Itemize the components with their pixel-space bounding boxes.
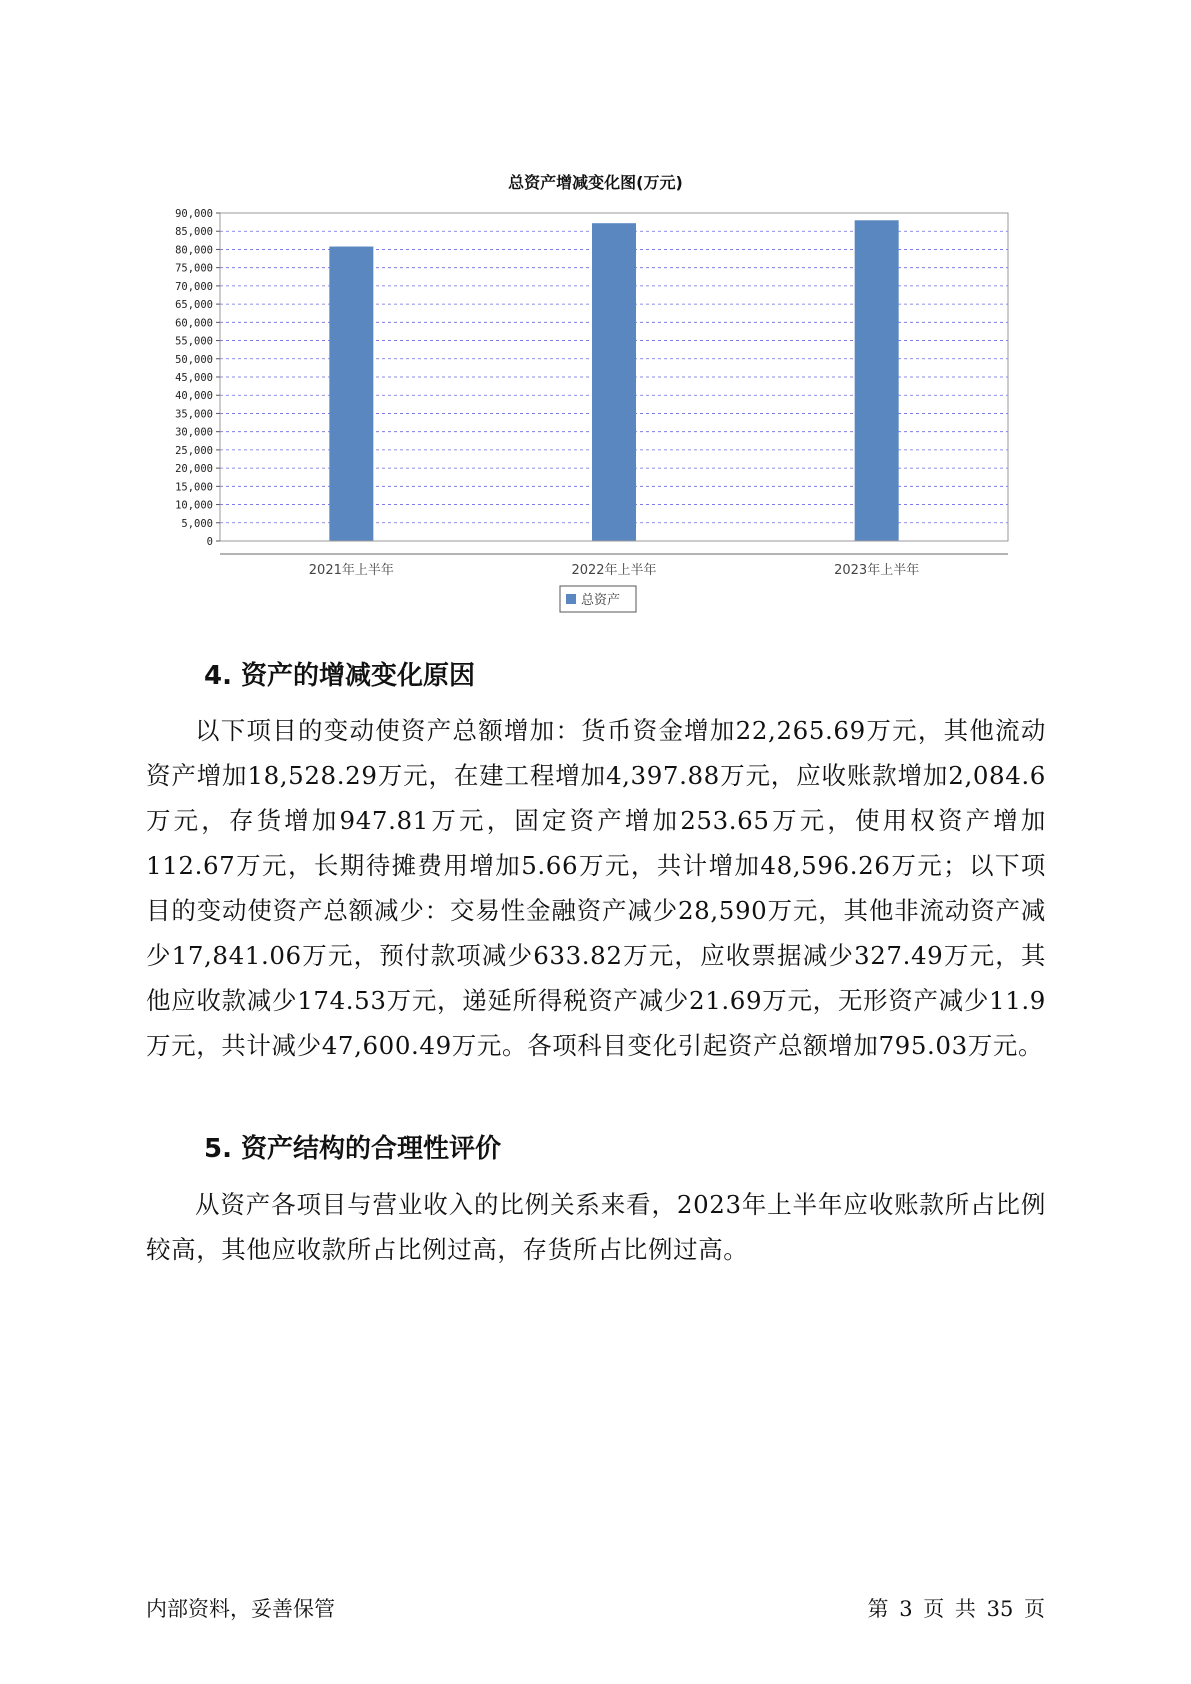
x-tick-label: 2022年上半年 <box>571 563 657 578</box>
y-tick-label: 90,000 <box>175 208 213 220</box>
section-4-paragraph: 以下项目的变动使资产总额增加：货币资金增加22,265.69万元，其他流动资产增加18,528.29万元，在建工程增加4,397.88万元，应收账款增加2,084.6万元，存货增加947.81万元，固定资产增加253.65万元，使用权资产增加112.67万元，长期待摊费用增加5.66万元，共计增加48,596.26万元；以下项目的变动使资产总额减少：交易性金融资产减少28,590万元，其他非流动资产减少17,841.06万元，预付款项减少633.82万元，应收票据减少327.49万元，其他应收款减少174.53万元，递延所得税资产减少21.69万元，无形资产减少11.9万元，共计减少47,600.49万元。各项科目变化引起资产总额增加795.03万元。 <box>146 716 1046 1060</box>
y-tick-label: 75,000 <box>175 262 213 275</box>
y-tick-label: 80,000 <box>175 244 213 257</box>
footer-page-number: 第 3 页 共 35 页 <box>867 1597 1045 1621</box>
bar-2021年上半年 <box>329 247 373 541</box>
y-tick-label: 25,000 <box>175 444 213 457</box>
bar-2023年上半年 <box>855 220 899 541</box>
y-tick-label: 85,000 <box>175 226 213 239</box>
chart-title: 总资产增减变化图(万元) <box>508 173 683 192</box>
y-tick-label: 45,000 <box>175 372 213 384</box>
section-4-heading: 4. 资产的增减变化原因 <box>204 661 476 691</box>
y-tick-label: 70,000 <box>175 280 213 293</box>
x-tick-label: 2023年上半年 <box>834 563 920 578</box>
y-tick-label: 5,000 <box>181 517 213 530</box>
section-5-paragraph: 从资产各项目与营业收入的比例关系来看，2023年上半年应收账款所占比例较高，其他应收款所占比例过高，存货所占比例过高。 <box>146 1190 1046 1264</box>
bar-2022年上半年 <box>592 223 636 541</box>
y-tick-label: 65,000 <box>175 299 213 312</box>
legend-label: 总资产 <box>581 593 621 608</box>
y-tick-label: 55,000 <box>175 335 213 348</box>
y-tick-label: 0 <box>206 536 213 548</box>
footer-confidential-note: 内部资料，妥善保管 <box>146 1597 335 1621</box>
chart-legend <box>560 586 636 612</box>
y-tick-label: 50,000 <box>175 353 213 366</box>
y-axis-ticks <box>175 208 213 548</box>
y-tick-label: 20,000 <box>175 463 213 476</box>
legend-swatch <box>566 594 576 604</box>
x-tick-label: 2021年上半年 <box>308 563 394 578</box>
y-tick-label: 60,000 <box>175 317 213 330</box>
total-assets-bar-chart <box>0 0 1191 640</box>
section-5-heading: 5. 资产结构的合理性评价 <box>204 1134 502 1164</box>
y-tick-label: 35,000 <box>175 408 213 421</box>
y-tick-label: 40,000 <box>175 390 213 403</box>
y-tick-label: 15,000 <box>175 481 213 494</box>
y-tick-label: 10,000 <box>175 499 213 512</box>
y-tick-label: 30,000 <box>175 426 213 439</box>
chart-bars <box>329 220 898 541</box>
x-axis-ticks <box>309 562 919 578</box>
